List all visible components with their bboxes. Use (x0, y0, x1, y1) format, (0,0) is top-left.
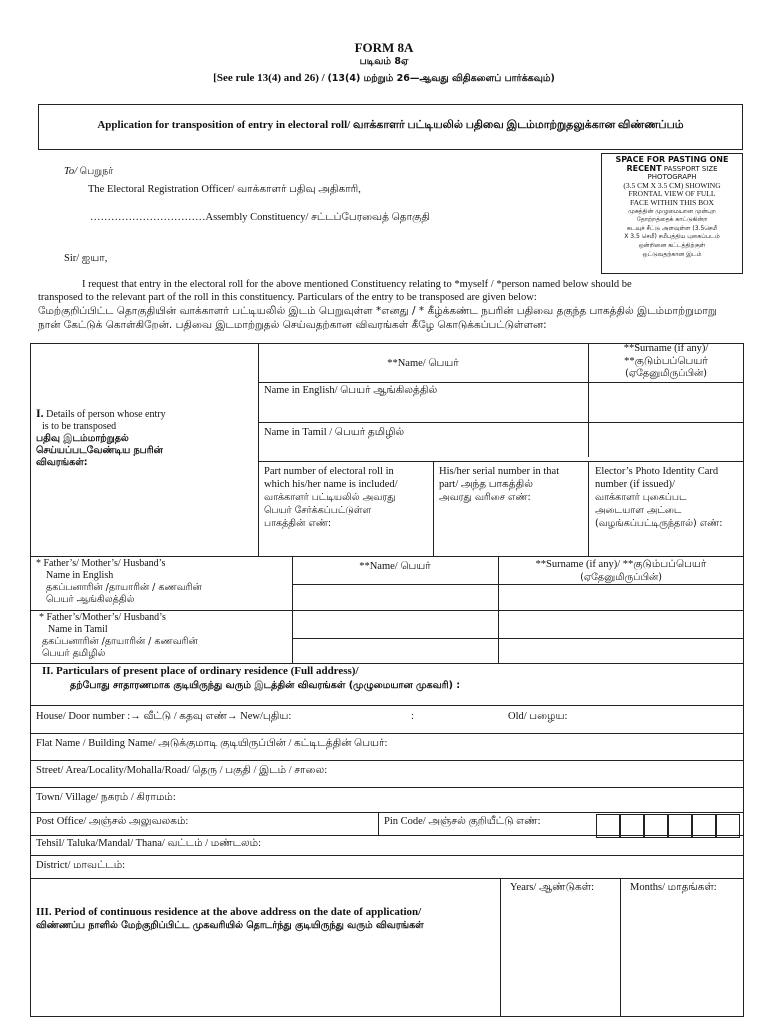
town-village-field[interactable]: Town/ Village/ நகரம் / கிராமம்: (36, 792, 176, 803)
rel-en-1: * Father’s/ Mother’s/ Husband’s (36, 558, 166, 569)
surname-header-1: **Surname (if any)/ (623, 343, 709, 354)
serial-line-3: அவரது வரிசை எண்: (439, 492, 531, 503)
house-number-field[interactable]: House/ Door number :→ வீட்டு / கதவு எண்→ New/புதிய: (36, 711, 292, 722)
surname-tamil-field[interactable] (589, 423, 742, 460)
section-1-title-ta-1: பதிவு இடம்மாற்றுதல் (36, 433, 129, 444)
relative-name-header: **Name/ பெயர் (359, 561, 431, 572)
photo-ta-4: X 3.5 செமீ) சமீபத்திய புகைப்படம் (624, 233, 720, 241)
pin-digit-5[interactable] (692, 814, 716, 838)
name-header-text: **Name/ பெயர் (387, 358, 459, 369)
surname-header-2: **குடும்பப்பெயர் (624, 355, 708, 367)
photo-line-4: (3.5 CM X 3.5 CM) SHOWING (623, 180, 721, 190)
photo-line-3: PHOTOGRAPH (647, 173, 697, 182)
photo-ta-1: முகத்தின் முழுமையான முன்புற (628, 207, 716, 215)
part-number-line-2: which his/her name is included/ (264, 479, 398, 490)
to-label-ta: பெறுநர் (79, 166, 114, 177)
pin-digit-2[interactable] (620, 814, 644, 838)
epic-line-3: வாக்காளர் புகைப்பட (595, 492, 687, 503)
pin-digit-3[interactable] (644, 814, 668, 838)
rel-en-2: Name in English (46, 570, 114, 581)
section-1-title-en (36, 407, 166, 421)
photo-ta-6: ஒட்டுவதற்கான இடம் (642, 250, 702, 258)
rel-ta-4: பெயர் தமிழில் (42, 648, 106, 659)
photo-line-2a: RECENT (626, 163, 662, 173)
photo-line-1: SPACE FOR PASTING ONE (615, 155, 729, 164)
house-colon: : (411, 711, 414, 722)
section-1-number: I. (36, 406, 44, 420)
officer-line: The Electoral Registration Officer/ வாக்காளர் பதிவு அதிகாரி, (88, 184, 361, 195)
section-3-title-ta: விண்ணப்ப நாளில் மேற்குறிப்பிட்ட முகவரியில் தொடர்ந்து குடியிருந்து வரும் விவரங்கள் (36, 920, 424, 931)
application-title: Application for transposition of entry in electoral roll/ வாக்காளர் பட்டியலில் பதிவை இடம்மாற்றுதலுக்கான விண்ணப்பம் (97, 119, 684, 131)
rel-surname-1: **Surname (if any)/ **குடும்பப்பெயர் (535, 559, 707, 570)
relative-name-english-label (36, 558, 202, 606)
section-1-title (36, 407, 166, 469)
serial-line-2-text: part/ அந்த பாகத்தில் (439, 479, 533, 490)
name-english-label: Name in English/ பெயர் ஆங்கிலத்தில் (264, 385, 438, 396)
form-title-tamil: படிவம் 8ஏ (359, 56, 409, 67)
section-1-title-en-1: Details of person whose entry (46, 409, 166, 420)
building-name-field[interactable]: Flat Name / Building Name/ அடுக்குமாடி குடியிருப்பின் / கட்டிடத்தின் பெயர்: (36, 738, 388, 749)
section-1-title-en-2: is to be transposed (42, 421, 117, 432)
name-header (258, 357, 588, 370)
salutation: Sir/ ஐயா, (64, 253, 108, 264)
surname-english-field[interactable] (589, 383, 742, 421)
pin-digit-1[interactable] (596, 814, 620, 838)
name-tamil-field[interactable] (259, 438, 587, 460)
rule-reference-ta: (13(4) மற்றும் 26—ஆவது விதிகளைப் பார்க்கவும்) (327, 73, 555, 84)
photo-instructions (603, 156, 741, 259)
years-field[interactable]: Years/ ஆண்டுகள்: (510, 882, 595, 893)
months-field[interactable]: Months/ மாதங்கள்: (630, 882, 717, 893)
part-number-line-4: பெயர் சேர்க்கப்பட்டுள்ள (264, 505, 372, 516)
epic-number-field[interactable] (595, 465, 722, 530)
surname-header-3: (ஏதேனுமிருப்பின்) (625, 368, 707, 379)
form-title: FORM 8A (354, 40, 414, 55)
to-label (64, 166, 113, 178)
street-field[interactable]: Street/ Area/Locality/Mohalla/Road/ தெரு / பகுதி / இடம் / சாலை: (36, 765, 328, 776)
to-label-en: To/ (64, 166, 78, 177)
rule-reference (0, 72, 768, 85)
relative-name-tamil-field[interactable] (293, 639, 497, 662)
part-number-field[interactable] (264, 465, 398, 530)
photo-ta-3: கடவுச் சீட்டு அளவுள்ள (3.5செமீ (626, 224, 718, 232)
rel-ta-2: Name in Tamil (48, 624, 108, 635)
photo-ta-5: ஒன்றினை கட்டத்திற்குள் (638, 241, 706, 249)
section-1-title-ta-3: விவரங்கள்: (36, 457, 88, 468)
section-3-title: III. Period of continuous residence at the above address on the date of application/ (36, 906, 422, 918)
serial-line-1: His/her serial number in that (439, 466, 560, 477)
request-en-2: transposed to the relevant part of the roll in this constituency. Particulars of the entry to be transposed are given below: (38, 292, 537, 303)
photo-line-6: FACE WITHIN THIS BOX (630, 197, 714, 207)
pin-digit-6[interactable] (716, 814, 740, 838)
epic-line-4: அடையாள அட்டை (595, 505, 682, 516)
rel-en-4: பெயர் ஆங்கிலத்தில் (46, 594, 135, 605)
relative-surname-tamil-field[interactable] (499, 639, 742, 662)
request-en-1: I request that entry in the electoral roll for the above mentioned Constituency relating to *myself / *person named below should be (82, 279, 632, 290)
section-2-title-ta: தற்போது சாதாரணமாக குடியிருந்து வரும் இடத்தின் விவரங்கள் (முழுமையான முகவரி) : (70, 680, 461, 691)
tehsil-field[interactable]: Tehsil/ Taluka/Mandal/ Thana/ வட்டம் / மண்டலம்: (36, 838, 262, 849)
photo-line-2b: PASSPORT SIZE (663, 164, 718, 173)
pin-digit-4[interactable] (668, 814, 692, 838)
part-number-line-3: வாக்காளர் பட்டியலில் அவரது (264, 492, 396, 503)
name-tamil-label: Name in Tamil / பெயர் தமிழில் (264, 427, 405, 438)
section-2-title: II. Particulars of present place of ordinary residence (Full address)/ (42, 665, 359, 677)
district-field[interactable]: District/ மாவட்டம்: (36, 860, 126, 871)
surname-header (589, 343, 743, 381)
rule-reference-en: [See rule 13(4) and 26) / (213, 72, 325, 84)
serial-line-2 (439, 478, 559, 491)
request-ta-2: நான் கேட்டுக் கொள்கிறேன். பதிவை இடமாற்றுதல் செய்வதற்கான விவரங்கள் கீழே கொடுக்கப்பட்டுள்ளன: (38, 319, 547, 331)
photo-ta-2: தோற்றத்தைக் காட்டுகின்ற (636, 216, 708, 224)
relative-name-tamil-label (36, 612, 198, 660)
epic-line-1: Elector’s Photo Identity Card (595, 466, 719, 477)
section-1-title-ta-2: செய்யப்படவேண்டிய நபரின் (36, 445, 163, 456)
relative-surname-english-field[interactable] (499, 585, 742, 609)
rel-surname-2: (ஏதேனுமிருப்பின்) (580, 572, 662, 583)
name-english-field[interactable] (259, 396, 587, 421)
serial-number-field[interactable] (439, 465, 559, 504)
request-ta-1: மேற்குறிப்பிட்ட தொகுதியின் வாக்காளர் பட்டியலில் இடம் பெறுவுள்ள *எனது / * கீழ்க்கண்ட நபரின் பதிவை தகுந்த பாகத்தில் இடம்மாற்றுமாறு (38, 305, 717, 317)
photo-line-5: FRONTAL VIEW OF FULL (628, 189, 716, 199)
epic-line-2: number (if issued)/ (595, 479, 675, 490)
rel-ta-1: * Father’s/Mother’s/ Husband’s (39, 612, 166, 623)
constituency-line: ……………………………Assembly Constituency/ சட்டப்பேரவைத் தொகுதி (90, 212, 430, 223)
epic-line-5: (வழங்கப்பட்டிருந்தால்) எண்: (595, 518, 723, 529)
old-house-number-field[interactable]: Old/ பழைய: (508, 711, 568, 722)
post-office-field[interactable]: Post Office/ அஞ்சல் அலுவலகம்: (36, 816, 189, 827)
relative-name-english-field[interactable] (293, 585, 497, 609)
part-number-line-1: Part number of electoral roll in (264, 466, 394, 477)
rel-ta-3: தகப்பனாரின் /தாயாரின் / கணவரின் (42, 636, 198, 647)
pin-code-label: Pin Code/ அஞ்சல் குறியீட்டு எண்: (384, 816, 541, 827)
rel-en-3: தகப்பனாரின் /தாயாரின் / கணவரின் (46, 582, 202, 593)
part-number-line-5: பாகத்தின் எண்: (264, 518, 332, 529)
relative-surname-header (499, 558, 743, 584)
photo-line-2 (603, 165, 741, 174)
